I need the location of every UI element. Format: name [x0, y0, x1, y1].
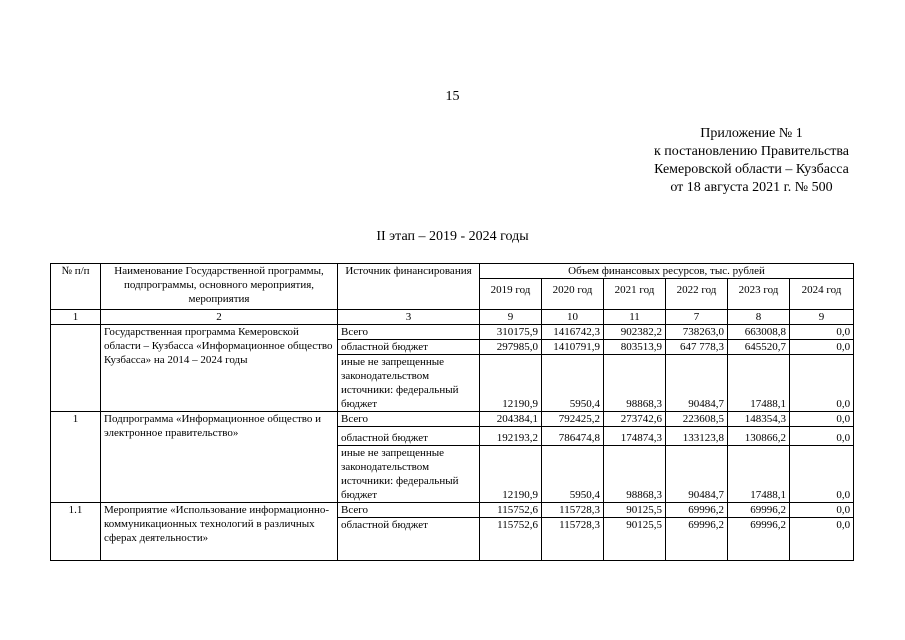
value-cell: 192193,2: [480, 427, 542, 446]
value-cell: 115728,3: [542, 503, 604, 518]
header-num: № п/п: [51, 264, 101, 310]
appendix-line-4: от 18 августа 2021 г. № 500: [670, 180, 833, 195]
header-year: 2020 год: [542, 279, 604, 310]
value-cell: 0,0: [790, 503, 854, 518]
index-row: [51, 310, 854, 325]
table-row: [51, 412, 854, 427]
index-cell: 3: [338, 310, 480, 325]
value-cell: 5950,4: [542, 446, 604, 503]
value-cell: 0,0: [790, 427, 854, 446]
value-cell: 69996,2: [728, 518, 790, 561]
header-year: 2022 год: [666, 279, 728, 310]
row-name: Подпрограмма «Информационное общество и электронное правительство»: [101, 412, 338, 503]
header-year: 2019 год: [480, 279, 542, 310]
value-cell: 223608,5: [666, 412, 728, 427]
value-cell: 130866,2: [728, 427, 790, 446]
value-cell: 12190,9: [480, 355, 542, 412]
value-cell: 69996,2: [728, 503, 790, 518]
row-name: Государственная программа Кемеровской области – Кузбасса «Информационное общество Кузбасса» на 2014 – 2024 годы: [101, 325, 338, 412]
value-cell: 803513,9: [604, 340, 666, 355]
value-cell: 90484,7: [666, 446, 728, 503]
financing-table: [50, 263, 854, 561]
row-source: иные не запрещенные законодательством источники: федеральный бюджет: [338, 446, 480, 503]
value-cell: 1416742,3: [542, 325, 604, 340]
value-cell: 0,0: [790, 355, 854, 412]
value-cell: 115752,6: [480, 518, 542, 561]
value-cell: 645520,7: [728, 340, 790, 355]
row-source: иные не запрещенные законодательством источники: федеральный бюджет: [338, 355, 480, 412]
row-num: [51, 325, 101, 412]
header-year: 2024 год: [790, 279, 854, 310]
appendix-line-3: Кемеровской области – Кузбасса: [654, 162, 849, 177]
index-cell: 1: [51, 310, 101, 325]
value-cell: 98868,3: [604, 355, 666, 412]
index-cell: 2: [101, 310, 338, 325]
value-cell: 0,0: [790, 412, 854, 427]
row-source: областной бюджет: [338, 340, 480, 355]
value-cell: 17488,1: [728, 446, 790, 503]
index-cell: 9: [790, 310, 854, 325]
value-cell: 69996,2: [666, 503, 728, 518]
row-source: Всего: [338, 503, 480, 518]
appendix-block: [654, 125, 849, 197]
value-cell: 0,0: [790, 325, 854, 340]
value-cell: 738263,0: [666, 325, 728, 340]
value-cell: 204384,1: [480, 412, 542, 427]
index-cell: 9: [480, 310, 542, 325]
row-name: Мероприятие «Использование информационно-коммуникационных технологий в различных сферах деятельности»: [101, 503, 338, 561]
appendix-line-1: Приложение № 1: [700, 126, 803, 141]
value-cell: 90125,5: [604, 518, 666, 561]
value-cell: 12190,9: [480, 446, 542, 503]
row-source: областной бюджет: [338, 518, 480, 561]
row-source: областной бюджет: [338, 427, 480, 446]
value-cell: 273742,6: [604, 412, 666, 427]
value-cell: 0,0: [790, 340, 854, 355]
index-cell: 10: [542, 310, 604, 325]
header-row-1: [51, 264, 854, 279]
header-volume: Объем финансовых ресурсов, тыс. рублей: [480, 264, 854, 279]
value-cell: 115728,3: [542, 518, 604, 561]
value-cell: 5950,4: [542, 355, 604, 412]
value-cell: 90484,7: [666, 355, 728, 412]
value-cell: 115752,6: [480, 503, 542, 518]
header-source: Источник финансирования: [338, 264, 480, 310]
value-cell: 0,0: [790, 518, 854, 561]
value-cell: 792425,2: [542, 412, 604, 427]
header-name: Наименование Государственной программы, подпрограммы, основного мероприятия, мероприятия: [101, 264, 338, 310]
value-cell: 310175,9: [480, 325, 542, 340]
value-cell: 133123,8: [666, 427, 728, 446]
row-source: Всего: [338, 412, 480, 427]
row-num: 1.1: [51, 503, 101, 561]
index-cell: 8: [728, 310, 790, 325]
value-cell: 90125,5: [604, 503, 666, 518]
value-cell: 69996,2: [666, 518, 728, 561]
page-number: 15: [445, 89, 460, 104]
value-cell: 17488,1: [728, 355, 790, 412]
row-num: 1: [51, 412, 101, 503]
value-cell: 98868,3: [604, 446, 666, 503]
value-cell: 0,0: [790, 446, 854, 503]
table-row: [51, 325, 854, 340]
row-source: Всего: [338, 325, 480, 340]
value-cell: 297985,0: [480, 340, 542, 355]
value-cell: 902382,2: [604, 325, 666, 340]
stage-title: II этап – 2019 - 2024 годы: [376, 229, 529, 244]
value-cell: 174874,3: [604, 427, 666, 446]
value-cell: 786474,8: [542, 427, 604, 446]
value-cell: 148354,3: [728, 412, 790, 427]
header-year: 2021 год: [604, 279, 666, 310]
value-cell: 1410791,9: [542, 340, 604, 355]
value-cell: 647 778,3: [666, 340, 728, 355]
index-cell: 11: [604, 310, 666, 325]
index-cell: 7: [666, 310, 728, 325]
header-year: 2023 год: [728, 279, 790, 310]
value-cell: 663008,8: [728, 325, 790, 340]
table-row: [51, 503, 854, 518]
appendix-line-2: к постановлению Правительства: [653, 144, 849, 159]
